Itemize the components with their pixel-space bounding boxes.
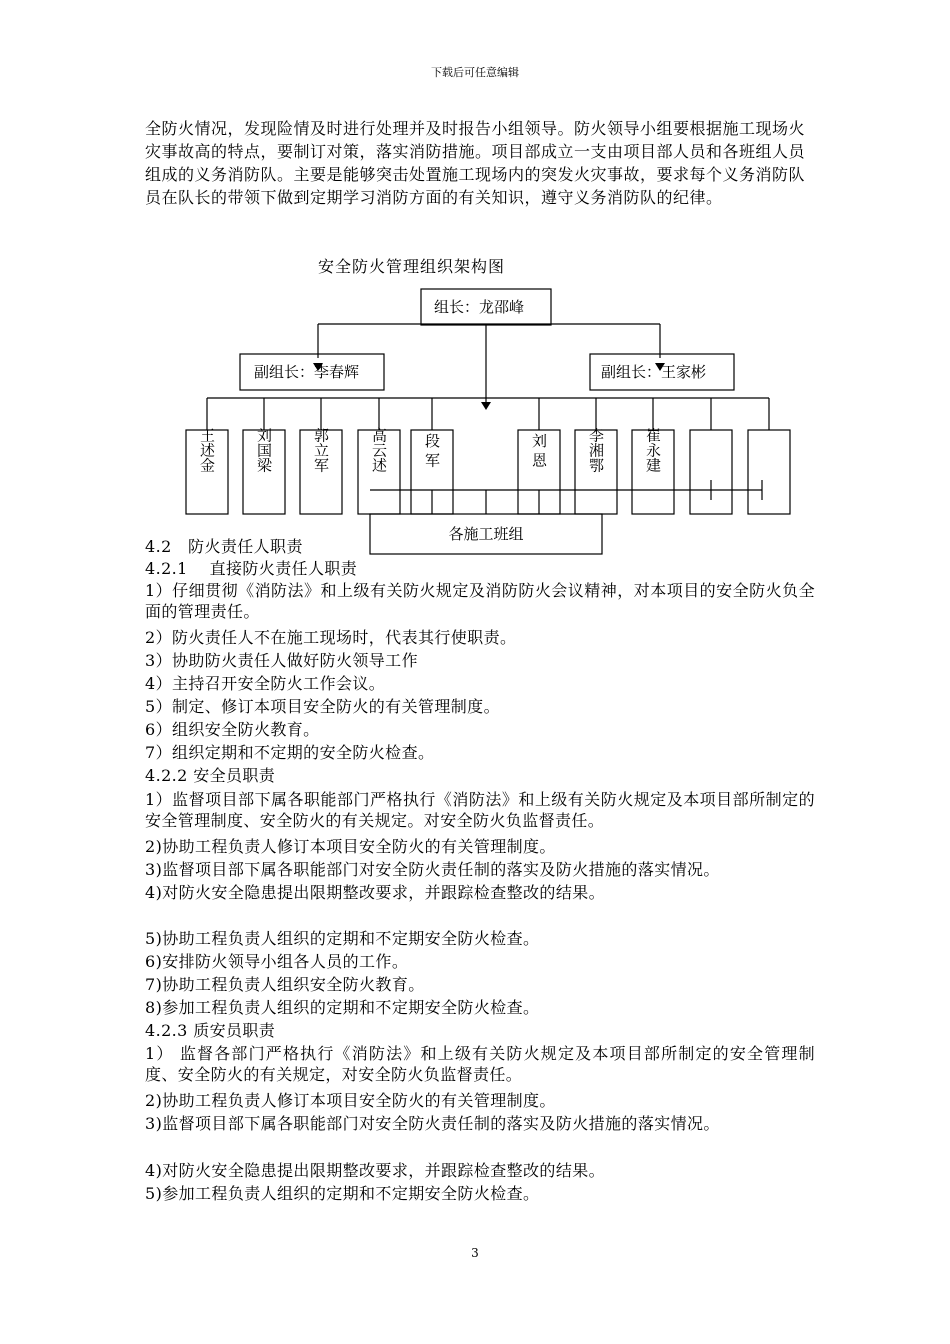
section-line: 4)对防火安全隐患提出限期整改要求，并跟踪检查整改的结果。 — [145, 1161, 606, 1180]
intro-paragraph: 全防火情况，发现险情及时进行处理并及时报告小组领导。防火领导小组要根据施工现场火灾事故高的特点，要制订对策，落实消防措施。项目部成立一支由项目部人员和各班组人员组成的义务消防队。主要是能够突击处置施工现场内的突发火灾事故，要求每个义务消防队员在队长的带领下做到定期学习消防方面的有关知识，遵守义务消防队的纪律。 — [145, 119, 806, 207]
org-chart-title: 安全防火管理组织架构图 — [318, 257, 506, 276]
section-line: 1） 监督各部门严格执行《消防法》和上级有关防火规定及本项目部所制定的安全管理制度、安全防火的有关规定，对安全防火负监督责任。 — [145, 1044, 815, 1084]
member-name-5: 段 军 — [423, 432, 441, 468]
section-line: 8)参加工程负责人组织的定期和不定期安全防火检查。 — [145, 998, 540, 1017]
deputy-name-left: 副组长：李春辉 — [254, 363, 360, 381]
member-name-2: 刘国梁 — [255, 427, 273, 473]
member-name-1: 王述金 — [198, 427, 216, 473]
org-chart — [0, 0, 950, 560]
member-name-3: 郭立军 — [312, 427, 330, 473]
arrow-center — [481, 402, 491, 410]
section-line: 4）主持召开安全防火工作会议。 — [145, 674, 386, 693]
section-line: 1）仔细贯彻《消防法》和上级有关防火规定及消防防火会议精神，对本项目的安全防火负全面的管理责任。 — [145, 581, 815, 621]
section-line: 6）组织安全防火教育。 — [145, 720, 320, 739]
member-box-10 — [748, 430, 790, 514]
section-line: 4)对防火安全隐患提出限期整改要求，并跟踪检查整改的结果。 — [145, 883, 606, 902]
section-line: 2)协助工程负责人修订本项目安全防火的有关管理制度。 — [145, 1091, 556, 1110]
member-names — [198, 427, 662, 474]
teams-label: 各施工班组 — [448, 525, 524, 543]
section-line: 3）协助防火责任人做好防火领导工作 — [145, 651, 418, 670]
member-name-4: 高云述 — [370, 427, 388, 473]
section-line: 6)安排防火领导小组各人员的工作。 — [145, 952, 409, 971]
section-line: 7）组织定期和不定期的安全防火检查。 — [145, 743, 435, 762]
section-line: 5)协助工程负责人组织的定期和不定期安全防火检查。 — [145, 929, 540, 948]
section-line: 4.2 防火责任人职责 — [145, 537, 303, 556]
page-header: 下载后可任意编辑 — [431, 66, 519, 79]
member-name-7: 李湘鄂 — [587, 427, 605, 473]
section-line: 2)协助工程负责人修订本项目安全防火的有关管理制度。 — [145, 837, 556, 856]
section-line: 4.2.1 直接防火责任人职责 — [145, 559, 358, 578]
section-line: 3)监督项目部下属各职能部门对安全防火责任制的落实及防火措施的落实情况。 — [145, 1114, 720, 1133]
section-line: 4.2.2 安全员职责 — [145, 766, 276, 785]
section-line: 3)监督项目部下属各职能部门对安全防火责任制的落实及防火措施的落实情况。 — [145, 860, 720, 879]
leader-name: 组长：龙邵峰 — [434, 298, 525, 316]
section-line: 7)协助工程负责人组织安全防火教育。 — [145, 975, 425, 994]
section-line: 1）监督项目部下属各职能部门严格执行《消防法》和上级有关防火规定及本项目部所制定的安全管理制度、安全防火的有关规定。对安全防火负监督责任。 — [145, 790, 815, 830]
section-line: 4.2.3 质安员职责 — [145, 1021, 276, 1040]
member-name-6: 刘 恩 — [530, 432, 548, 468]
section-line: 2）防火责任人不在施工现场时，代表其行使职责。 — [145, 628, 517, 647]
section-line: 5)参加工程负责人组织的定期和不定期安全防火检查。 — [145, 1184, 540, 1203]
page-number: 3 — [471, 1246, 479, 1260]
deputy-name-right: 副组长：王家彬 — [601, 363, 707, 381]
member-box-9 — [690, 430, 732, 514]
section-line: 5）制定、修订本项目安全防火的有关管理制度。 — [145, 697, 500, 716]
member-name-8: 崔永建 — [644, 427, 662, 473]
